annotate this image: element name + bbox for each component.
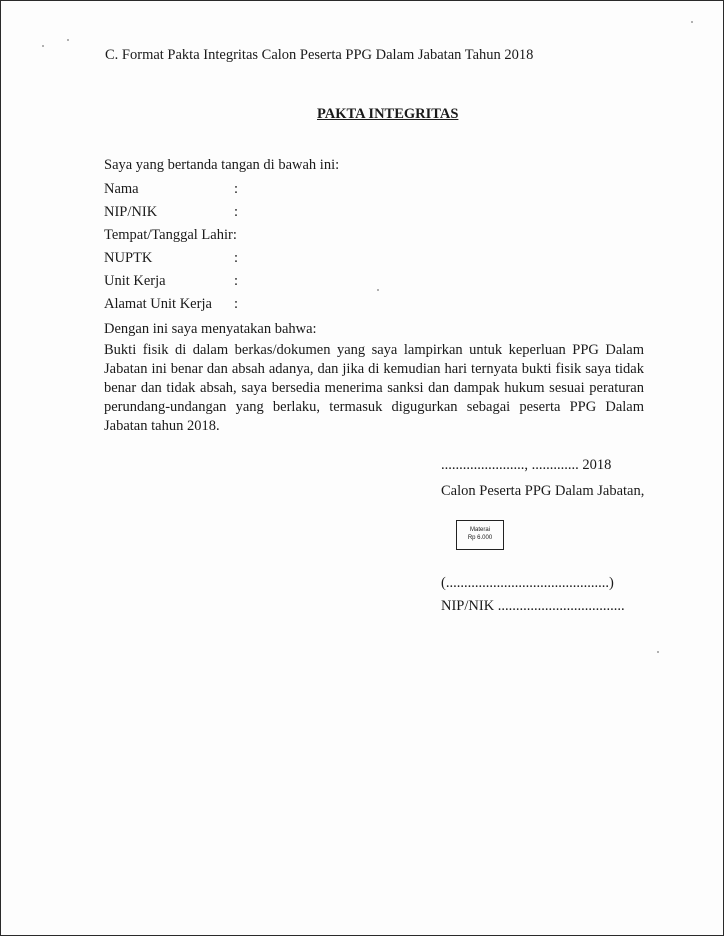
field-colon: : <box>234 204 239 220</box>
signatory-role: Calon Peserta PPG Dalam Jabatan, <box>441 483 645 499</box>
field-colon: : <box>234 273 239 289</box>
field-colon: : <box>234 296 239 312</box>
field-colon: : <box>234 250 239 266</box>
field-alamat-unit-kerja <box>104 296 239 313</box>
field-colon: : <box>232 227 237 243</box>
section-heading: C. Format Pakta Integritas Calon Peserta PPG Dalam Jabatan Tahun 2018 <box>105 47 534 63</box>
field-label: Unit Kerja <box>104 273 166 289</box>
field-label: NIP/NIK <box>104 204 158 220</box>
field-nama <box>104 181 239 198</box>
scan-speck <box>657 651 659 653</box>
stamp-value: Rp 6.000 <box>467 535 493 541</box>
stamp-box <box>456 520 504 550</box>
field-label: Nama <box>104 181 139 197</box>
statement-lead: Dengan ini saya menyatakan bahwa: <box>104 321 317 337</box>
scan-speck <box>691 21 693 23</box>
field-unit-kerja <box>104 273 239 290</box>
scan-speck <box>377 289 379 291</box>
place-date-line: ......................., ............. 2018 <box>441 457 612 473</box>
scan-speck <box>67 39 69 41</box>
scan-speck <box>42 45 44 47</box>
nip-nik-line: NIP/NIK ................................... <box>441 598 625 614</box>
field-nip-nik <box>104 204 239 221</box>
field-nuptk <box>104 250 239 267</box>
field-colon: : <box>234 181 239 197</box>
document-title: PAKTA INTEGRITAS <box>317 106 459 122</box>
field-tempat-tanggal-lahir <box>104 227 237 244</box>
intro-text: Saya yang bertanda tangan di bawah ini: <box>104 157 340 173</box>
statement-paragraph: Bukti fisik di dalam berkas/dokumen yang saya lampirkan untuk keperluan PPG Dalam Jabatan ini benar dan absah adanya, dan jika di kemudian hari ternyata bukti fisik saya tidak benar dan tidak absah, saya bersedia menerima sanksi dan dampak hukum sesuai peraturan perundang-undangan yang berlaku, termasuk digugurkan sebagai peserta PPG Dalam Jabatan tahun 2018. <box>104 342 644 434</box>
field-label: Tempat/Tanggal Lahir <box>104 227 233 243</box>
field-label: NUPTK <box>104 250 153 266</box>
stamp-label: Materai <box>469 527 490 533</box>
field-label: Alamat Unit Kerja <box>104 296 212 312</box>
name-placeholder: (.............................................) <box>441 575 614 591</box>
